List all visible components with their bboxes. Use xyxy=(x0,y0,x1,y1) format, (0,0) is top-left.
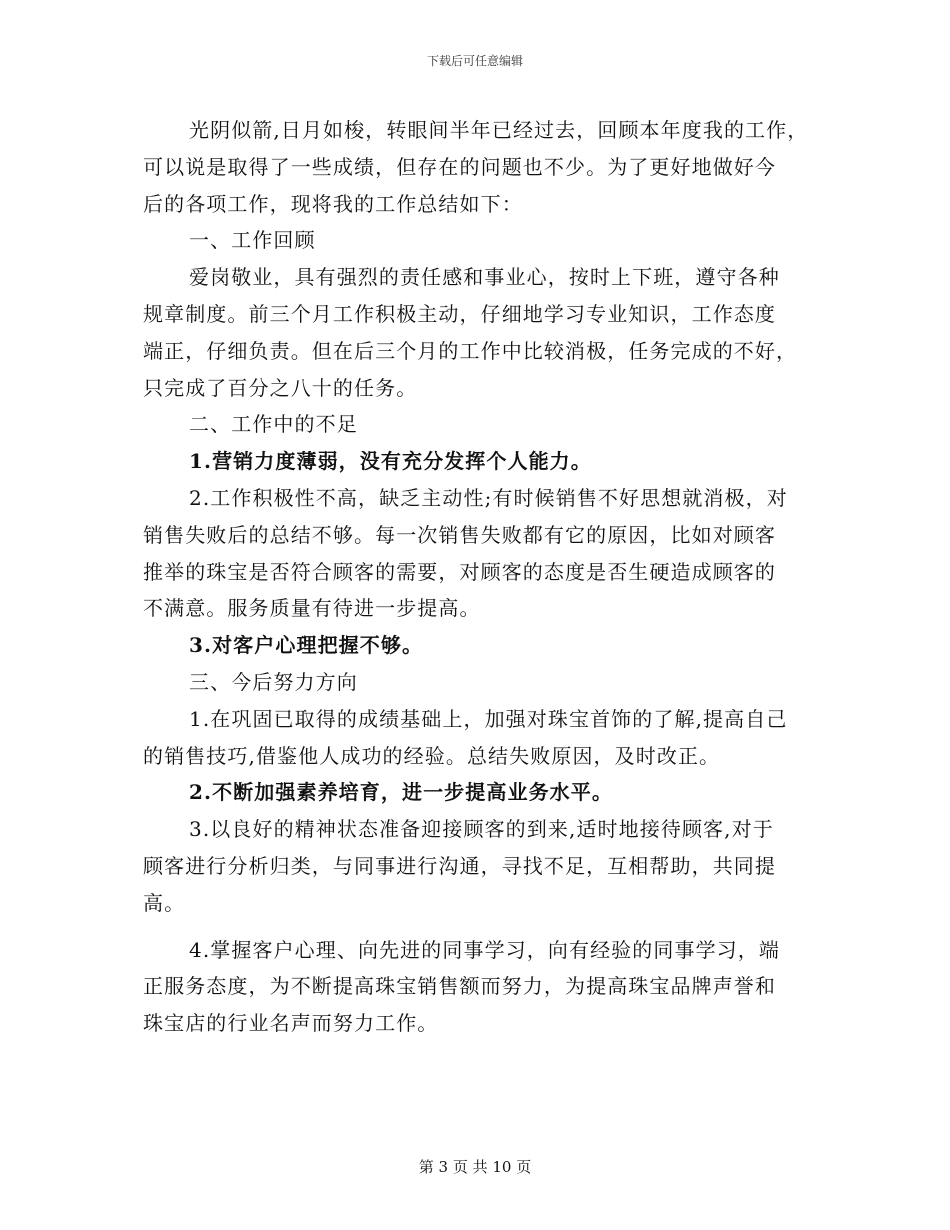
section-2-item-3: 3.对客户心理把握不够。 xyxy=(189,633,424,658)
section-3-item-3-line-3: 高。 xyxy=(143,890,186,915)
section-3-item-1-line-2: 的销售技巧,借鉴他人成功的经验。总结失败原因，及时改正。 xyxy=(143,743,721,768)
section-2-item-2-line-4: 不满意。服务质量有待进一步提高。 xyxy=(143,596,481,621)
section-3-item-2: 2.不断加强素养培育，进一步提高业务水平。 xyxy=(189,780,613,805)
section-2-item-1: 1.营销力度薄弱，没有充分发挥个人能力。 xyxy=(189,449,592,474)
section-3-item-3-line-2: 顾客进行分析归类，与同事进行沟通，寻找不足，互相帮助，共同提 xyxy=(143,853,776,878)
section-1-line-1: 爱岗敬业，具有强烈的责任感和事业心，按时上下班，遵守各种 xyxy=(189,265,780,290)
section-3-item-4-line-3: 珠宝店的行业名声而努力工作。 xyxy=(143,1011,439,1036)
section-1-line-2: 规章制度。前三个月工作积极主动，仔细地学习专业知识，工作态度 xyxy=(143,301,776,326)
section-3-item-4-line-2: 正服务态度，为不断提高珠宝销售额而努力，为提高珠宝品牌声誉和 xyxy=(143,974,776,999)
section-2-heading: 二、工作中的不足 xyxy=(189,412,358,437)
section-2-item-2-line-2: 销售失败后的总结不够。每一次销售失败都有它的原因，比如对顾客 xyxy=(143,522,776,547)
intro-line-2: 可以说是取得了一些成绩，但存在的问题也不少。为了更好地做好今 xyxy=(143,154,776,179)
intro-line-3: 后的各项工作，现将我的工作总结如下： xyxy=(143,191,523,216)
section-2-item-2-line-3: 推举的珠宝是否符合顾客的需要，对顾客的态度是否生硬造成顾客的 xyxy=(143,559,776,584)
section-2-item-2-line-1: 2.工作积极性不高，缺乏主动性;有时候销售不好思想就消极，对 xyxy=(189,485,788,510)
document-body xyxy=(143,112,809,1042)
page-number-footer: 第 3 页 共 10 页 xyxy=(418,1158,532,1176)
section-3-heading: 三、今后努力方向 xyxy=(189,669,358,694)
section-3-item-4-line-1: 4.掌握客户心理、向先进的同事学习，向有经验的同事学习，端 xyxy=(189,937,780,962)
intro-line-1: 光阴似箭,日月如梭，转眼间半年已经过去，回顾本年度我的工作， xyxy=(189,118,809,142)
page-header-note: 下载后可任意编辑 xyxy=(426,54,523,68)
section-1-heading: 一、工作回顾 xyxy=(189,228,316,253)
section-3-item-1-line-1: 1.在巩固已取得的成绩基础上，加强对珠宝首饰的了解,提高自己 xyxy=(189,706,788,731)
section-1-line-4: 只完成了百分之八十的任务。 xyxy=(143,375,418,400)
section-3-item-3-line-1: 3.以良好的精神状态准备迎接顾客的到来,适时地接待顾客,对于 xyxy=(189,817,774,842)
section-1-line-3: 端正，仔细负责。但在后三个月的工作中比较消极，任务完成的不好， xyxy=(143,338,798,363)
